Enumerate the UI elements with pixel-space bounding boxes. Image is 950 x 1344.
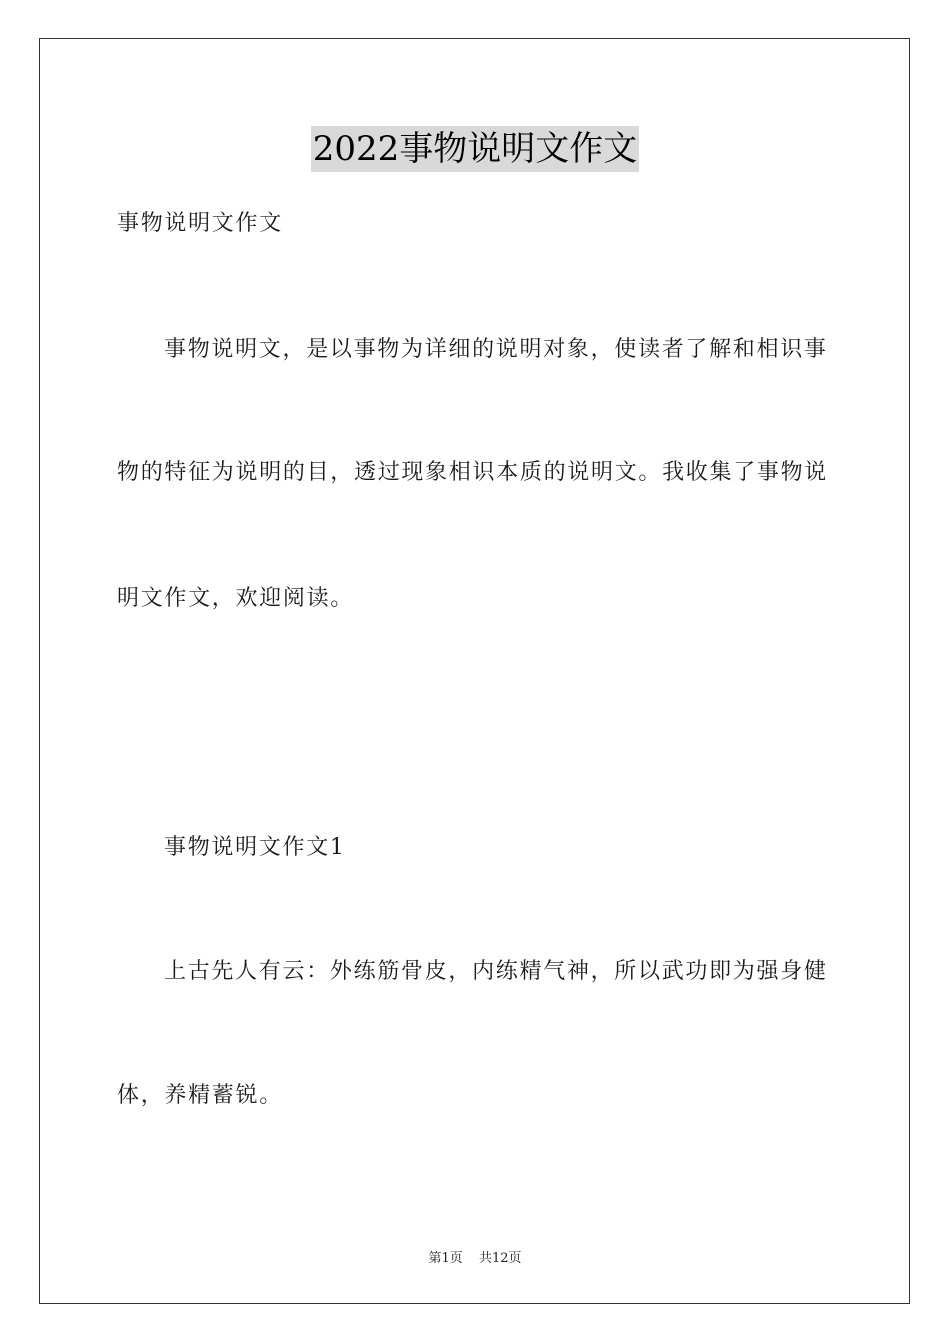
page-total: 共12页 (478, 1251, 522, 1266)
page-number: 第1页 (428, 1251, 463, 1266)
paragraph-line: 上古先人有云：外练筋骨皮，内练精气神，所以武功即为强身健 (164, 959, 828, 984)
section-heading: 事物说明文作文1 (164, 835, 346, 860)
page-footer (0, 1247, 950, 1266)
document-subtitle: 事物说明文作文 (117, 211, 283, 236)
paragraph-line: 明文作文，欢迎阅读。 (117, 586, 355, 611)
paragraph-line: 事物说明文，是以事物为详细的说明对象，使读者了解和相识事 (164, 337, 828, 362)
document-title: 2022事物说明文作文 (311, 126, 640, 172)
title-container (0, 126, 950, 172)
paragraph-line: 物的特征为说明的目，透过现象相识本质的说明文。我收集了事物说 (117, 460, 829, 485)
paragraph-line: 体，养精蓄锐。 (117, 1083, 283, 1108)
